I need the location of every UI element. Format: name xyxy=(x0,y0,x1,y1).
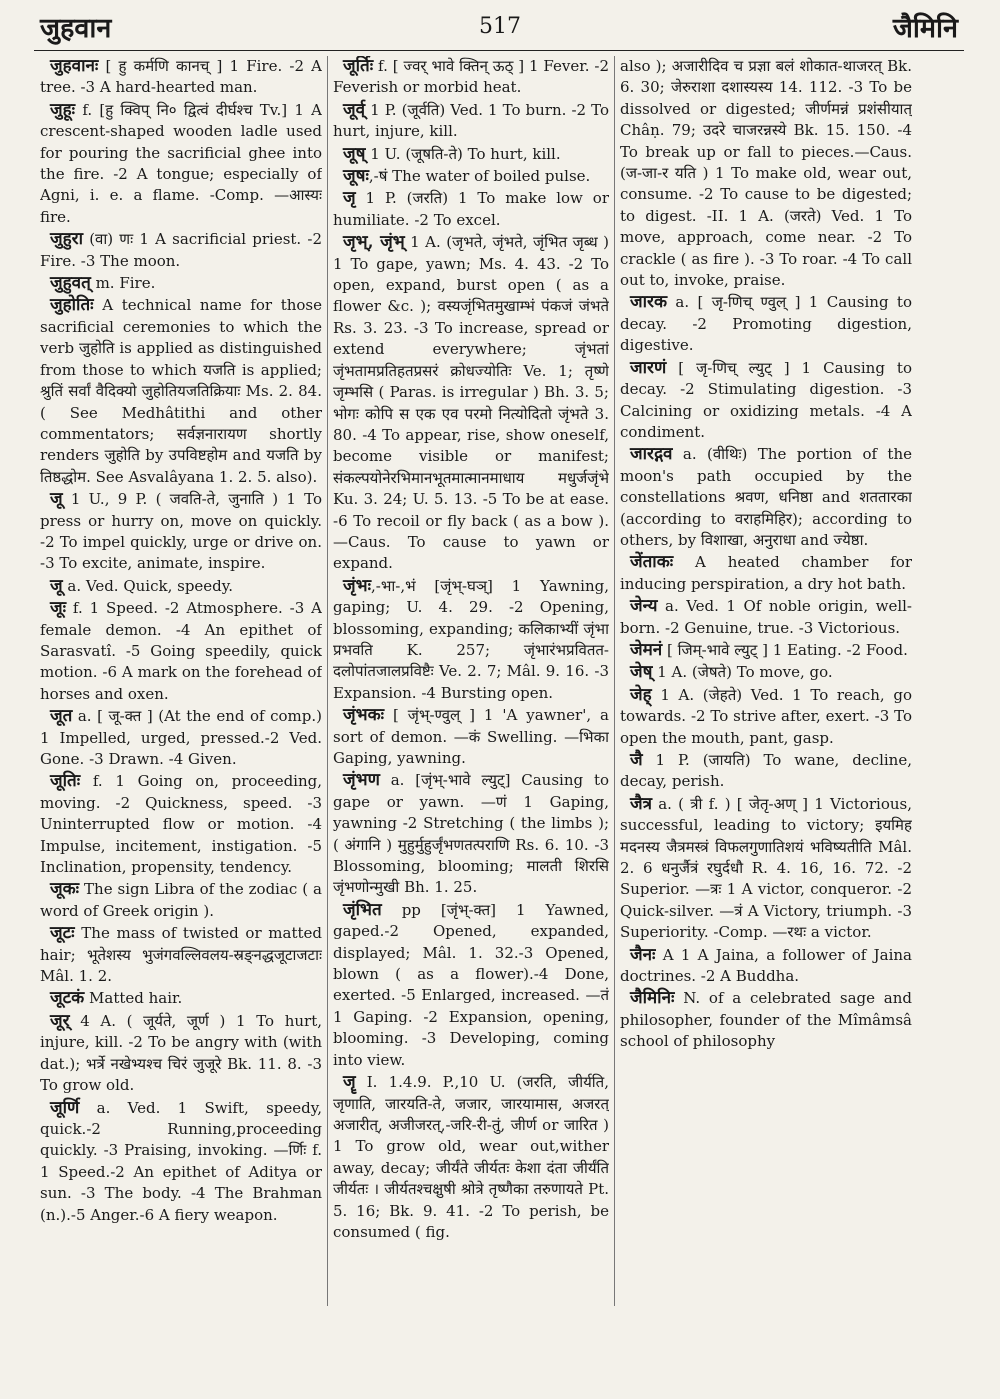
dictionary-entry xyxy=(620,292,912,356)
definition-text: 1 A. (जेषते) To move, go. xyxy=(652,663,833,682)
header-rule xyxy=(34,50,964,51)
definition-text: 1 U., 9 P. ( जवति-ते, जुनाति ) 1 To press or hurry on, move on quickly. -2 To impel quickly, urge or drive on. -3 To excite, animate, inspire. xyxy=(40,490,322,573)
headword: जेंताकः xyxy=(630,552,674,573)
definition-text: 1 A. (जृभते, जृंभते, जृंभित जृब्ध ) 1 To gape, yawn; Ms. 4. 43. -2 To open, expand, burst open ( as a flower &c. ); वस्यजृंभितमुखाम्भं पंकजं जंभते Rs. 3. 23. -3 To increase, spread or extend everywhere; जृंभतां जृंभतामप्रतिहतप्रसरं क्रोधज्योतिः Ve. 1; तृष्णे जृम्भसि ( Paras. is irregular ) Bh. 3. 5; भोगः कोपि स एक एव परमो नित्योदितो जृंभते 3. 80. -4 To appear, rise, show oneself, become visible or manifest; संकल्पयोनेरभिमानभूतमात्मानमाधाय मधुर्जजृंभे Ku. 3. 24; U. 5. 13. -5 To be at ease. -6 To recoil or fly back ( as a bow ). —Caus. To cause to yawn or expand. xyxy=(333,233,609,573)
headword: जृभ्, जृंभ् xyxy=(343,232,405,253)
dictionary-entry xyxy=(333,900,609,1071)
headword: जेष् xyxy=(630,662,653,683)
definition-text: ,-षं The water of boiled pulse. xyxy=(368,167,591,186)
headword: जेह् xyxy=(630,684,652,705)
dictionary-entry xyxy=(333,232,609,575)
definition-text: 1 A. (जेहते) Ved. 1 To reach, go towards. -2 To strive after, exert. -3 To open the mouth, pant, gasp. xyxy=(620,685,912,747)
definition-text: a. [जृंभ्-भावे ल्युट्] Causing to gape or yawn. —णं 1 Gaping, yawning -2 Stretching ( the limbs ); ( अंगानि ) मुहुर्मुहुर्जृंभणतत्पराणि Rs. 6. 10. -3 Blossoming, blooming; मालती शिरसि जृंभणोन्मुखी Bh. 1. 25. xyxy=(333,771,609,897)
headword: जूकः xyxy=(50,879,80,900)
headword: जूतिः xyxy=(50,771,81,792)
definition-text: A 1 A Jaina, a follower of Jaina doctrines. -2 A Buddha. xyxy=(620,945,912,986)
dictionary-entry xyxy=(620,945,912,988)
dictionary-entry xyxy=(40,56,322,99)
definition-text: Matted hair. xyxy=(84,989,183,1008)
dictionary-entry xyxy=(620,750,912,793)
dictionary-entry xyxy=(333,1072,609,1243)
headword: जेमनं xyxy=(630,639,663,660)
definition-text: N. of a celebrated sage and philosopher, founder of the Mîmâmsâ school of philosophy xyxy=(620,989,912,1051)
dictionary-entry xyxy=(620,596,912,639)
headword: जूः xyxy=(50,598,67,619)
headword: जूत xyxy=(50,706,73,727)
dictionary-entry xyxy=(40,598,322,705)
definition-text: a. Ved. 1 Of noble origin, well-born. -2 Genuine, true. -3 Victorious. xyxy=(620,597,912,637)
definition-text: a. [ जृ-णिच् ण्वुल् ] 1 Causing to decay. -2 Promoting digestion, digestive. xyxy=(620,293,912,355)
definition-text: a. Ved. Quick, speedy. xyxy=(62,576,234,595)
headword: जैमिनिः xyxy=(630,988,675,1009)
headword: जृ xyxy=(343,188,356,209)
column-3 xyxy=(620,56,912,1346)
headword: जृंभकः xyxy=(343,705,385,726)
dictionary-entry xyxy=(40,1098,322,1226)
definition-text: 1 P. (जूर्वति) Ved. 1 To burn. -2 To hurt, injure, kill. xyxy=(333,100,609,141)
dictionary-entry xyxy=(40,771,322,878)
headword: जॄ xyxy=(343,1072,356,1093)
definition-text: (वा) णः 1 A sacrificial priest. -2 Fire. -3 The moon. xyxy=(40,230,322,270)
column-2 xyxy=(333,56,609,1346)
column-divider xyxy=(614,56,615,1306)
headword: जारद्गव xyxy=(630,444,673,465)
headword: जारणं xyxy=(630,357,667,378)
headword: जूर्तिः xyxy=(343,56,374,76)
dictionary-entry xyxy=(620,685,912,749)
definition-text: I. 1.4.9. P.,10 U. (जरति, जीर्यति, जृणाति, जारयति-ते, जजार, जारयामास, अजरत् अजारीत्, अजीजरत्,-जरि-री-तुं, जीर्ण or जारित ) 1 To grow old, wear out,wither away, decay; जीर्यंते जीर्यतः केशा दंता जीर्यंति जीर्यतः । जीर्यतश्चक्षुषी श्रोत्रे तृष्णैका तरुणायते Pt. 5. 16; Bk. 9. 41. -2 To perish, be consumed ( fig. xyxy=(333,1073,609,1241)
dictionary-entry xyxy=(40,879,322,922)
dictionary-entry xyxy=(333,100,609,143)
dictionary-entry xyxy=(620,988,912,1052)
dictionary-entry xyxy=(40,988,322,1009)
column-divider xyxy=(327,56,328,1306)
definition-text: 4 A. ( जूर्यते, जूर्ण ) 1 To hurt, injure, kill. -2 To be angry with (with dat.); भर्त्रे नखेभ्यश्च चिरं जुजूरे Bk. 11. 8. -3 To grow old. xyxy=(40,1011,322,1095)
definition-text: A technical name for those sacrificial ceremonies to which the verb जुहोति is applied as distinguished from those to which यजति is applied; श्रुतिं सर्वां वैदिक्यो जुहोतियजतिक्रियाः Ms. 2. 84. ( See Medhâtithi and other commentators; सर्वज्ञनारायण shortly renders जुहोति by उपविष्टहोम and यजति by तिष्ठद्धोम. See Asvalâyana 1. 2. 5. also). xyxy=(40,296,322,486)
definition-text: a. ( त्री f. ) [ जेतृ-अण् ] 1 Victorious, successful, leading to victory; इयमिह मदनस्य जैत्रमस्त्रं विफलगुणातिशयं भविष्यतीति Mâl. 2. 6 धनुर्जैत्रं रघुर्दधौ R. 4. 16, 16. 72. -2 Superior. —त्रः 1 A victor, conqueror. -2 Quick-silver. —त्रं A Victory, triumph. -3 Superiority. -Comp. —रथः a victor. xyxy=(620,794,912,942)
headword: जूटः xyxy=(50,923,75,944)
headword: जूर्णि xyxy=(50,1097,80,1118)
definition-text: a. Ved. 1 Swift, speedy, quick.-2 Running,proceeding quickly. -3 Praising, invoking. —र्णिः f. 1 Speed.-2 An epithet of Aditya or sun. -3 The body. -4 The Brahman (n.).-5 Anger.-6 A fiery weapon. xyxy=(40,1098,322,1224)
definition-text: f. 1 Speed. -2 Atmosphere. -3 A female demon. -4 An epithet of Sarasvatî. -5 Going speedily, quick motion. -6 A mark on the forehead of horses and oxen. xyxy=(40,599,322,703)
headword: जै xyxy=(630,750,643,770)
headword: जृंभः xyxy=(343,575,371,596)
dictionary-entry xyxy=(40,295,322,488)
headword: जारक xyxy=(630,292,668,313)
dictionary-entry xyxy=(333,166,609,187)
dictionary-entry xyxy=(40,489,322,575)
headword: जुहवानः xyxy=(50,56,99,76)
definition-text: a. [ जू-क्त ] (At the end of comp.) 1 Impelled, urged, pressed.-2 Ved. Gone. -3 Drawn. -4 Given. xyxy=(40,707,322,768)
headword: जूषः xyxy=(343,166,369,187)
headword: जू xyxy=(50,489,63,510)
definition-text: [ हु कर्मणि कानच् ] 1 Fire. -2 A tree. -3 A hard-hearted man. xyxy=(40,57,322,97)
headword: जृंभित xyxy=(343,899,382,920)
definition-text: [ जृ-णिच् ल्युट् ] 1 Causing to decay. -2 Stimulating digestion. -3 Calcining or oxidizing metals. -4 A condiment. xyxy=(620,358,912,441)
headword: जुहूः xyxy=(50,99,76,120)
dictionary-entry xyxy=(620,56,912,291)
dictionary-entry xyxy=(620,662,912,683)
headword: जेन्य xyxy=(630,596,658,617)
dictionary-entry xyxy=(40,1011,322,1097)
definition-text: also ); अजारीदिव च प्रज्ञा बलं शोकात-थाजरत् Bk. 6. 30; जेरुराशा दशास्यस्य 14. 112. -3 To be dissolved or digested; जीर्णमन्नं प्रशंसीयात् Châṇ. 79; उदरे चाजरन्नस्ये Bk. 15. 150. -4 To break up or fall to pieces.—Caus. (ज-जा-र यति ) 1 To make old, wear out, consume. -2 To cause to be digested; to digest. -II. 1 A. (जरते) Ved. 1 To move, approach, come near. -2 To crackle ( as fire ). -3 To roar. -4 To call out to, invoke, praise. xyxy=(620,57,912,290)
dictionary-entry xyxy=(40,229,322,272)
dictionary-entry xyxy=(620,640,912,661)
dictionary-entry xyxy=(620,794,912,944)
headword: जुहोतिः xyxy=(50,295,94,316)
headword: जू xyxy=(50,575,63,596)
dictionary-entry xyxy=(620,552,912,595)
dictionary-entry xyxy=(40,706,322,770)
definition-text: [ जृंभ्-ण्वुल् ] 1 'A yawner', a sort of demon. —कं Swelling. —भिका Gaping, yawning. xyxy=(333,706,609,767)
dictionary-entry xyxy=(333,576,609,704)
dictionary-entry xyxy=(620,444,912,551)
headword: जैत्र xyxy=(630,793,652,814)
definition-text: f. [हु क्विप् नि० द्वित्वं दीर्घश्च Tv.] 1 A crescent-shaped wooden ladle used for pouring the sacrificial ghee into the fire. -2 A tongue; especially of Agni, i. e. a flame. -Comp. —आस्यः fire. xyxy=(40,100,322,226)
headword: जूटकं xyxy=(50,988,85,1009)
dictionary-entry xyxy=(333,188,609,231)
dictionary-entry xyxy=(333,770,609,898)
dictionary-entry xyxy=(333,705,609,769)
definition-text: [ जिम्-भावे ल्युट् ] 1 Eating. -2 Food. xyxy=(662,640,908,659)
definition-text: f. 1 Going on, proceeding, moving. -2 Quickness, speed. -3 Uninterrupted flow or motion. -4 Impulse, incitement, instigation. -5 Inclination, propensity, tendency. xyxy=(40,772,322,877)
definition-text: The sign Libra of the zodiac ( a word of Greek origin ). xyxy=(40,880,322,920)
definition-text: m. Fire. xyxy=(90,274,156,293)
headword: जुहुवत् xyxy=(50,273,91,294)
page-header xyxy=(0,8,1000,52)
dictionary-entry xyxy=(40,923,322,987)
dictionary-entry xyxy=(40,576,322,597)
definition-text: 1 U. (जूषति-ते) To hurt, kill. xyxy=(365,144,561,163)
dictionary-entry xyxy=(333,144,609,165)
left-guide-word: जुहवान xyxy=(40,13,112,44)
definition-text: The mass of twisted or matted hair; भूतेशस्य भुजंगवल्लिवलय-स्रङ्नद्धजूटाजटाः Mâl. 1. 2. xyxy=(40,924,322,986)
definition-text: pp [जृंभ्-क्त] 1 Yawned, gaped.-2 Opened, expanded, displayed; Mâl. 1. 32.-3 Opened, blown ( as a flower).-4 Done, exerted. -5 Enlarged, increased. —तं 1 Gaping. -2 Expansion, opening, blooming. -3 Developing, coming into view. xyxy=(333,900,609,1069)
definition-text: ,-भा-,भं [जृंभ्-घञ्] 1 Yawning, gaping; U. 4. 29. -2 Opening, blossoming, expanding; कलिकाभ्यीं जृंभा प्रभवति K. 257; जृंभारंभप्रवितत-दलोपांतजालप्रविष्टैः Ve. 2. 7; Mâl. 9. 16. -3 Expansion. -4 Bursting open. xyxy=(333,576,609,702)
headword: जूष् xyxy=(343,143,366,164)
definition-text: 1 P. (जरति) 1 To make low or humiliate. -2 To excel. xyxy=(333,189,609,229)
definition-text: f. [ ज्वर् भावे क्तिन् ऊठ् ] 1 Fever. -2 Feverish or morbid heat. xyxy=(333,57,609,97)
headword: जूर् xyxy=(50,1010,70,1031)
headword: जृंभण xyxy=(343,770,380,791)
headword: जूर्व् xyxy=(343,99,366,120)
page-number: 517 xyxy=(479,14,521,39)
dictionary-entry xyxy=(40,273,322,294)
definition-text: a. (वीथिः) The portion of the moon's path occupied by the constellations श्रवण, धनिष्ठा and शततारका (according to वराहमिहिर); according to others, by विशाखा, अनुराधा and ज्येष्ठा. xyxy=(620,445,912,549)
headword: जैनः xyxy=(630,944,656,965)
right-guide-word: जैमिनि xyxy=(892,13,958,44)
dictionary-entry xyxy=(40,100,322,228)
definition-text: 1 P. (जायति) To wane, decline, decay, perish. xyxy=(620,751,912,791)
dictionary-entry xyxy=(620,358,912,444)
dictionary-entry xyxy=(333,56,609,99)
column-1 xyxy=(40,56,322,1346)
definition-text: A heated chamber for inducing perspiration, a dry hot bath. xyxy=(620,553,912,593)
headword: जुहुरा xyxy=(50,229,83,250)
